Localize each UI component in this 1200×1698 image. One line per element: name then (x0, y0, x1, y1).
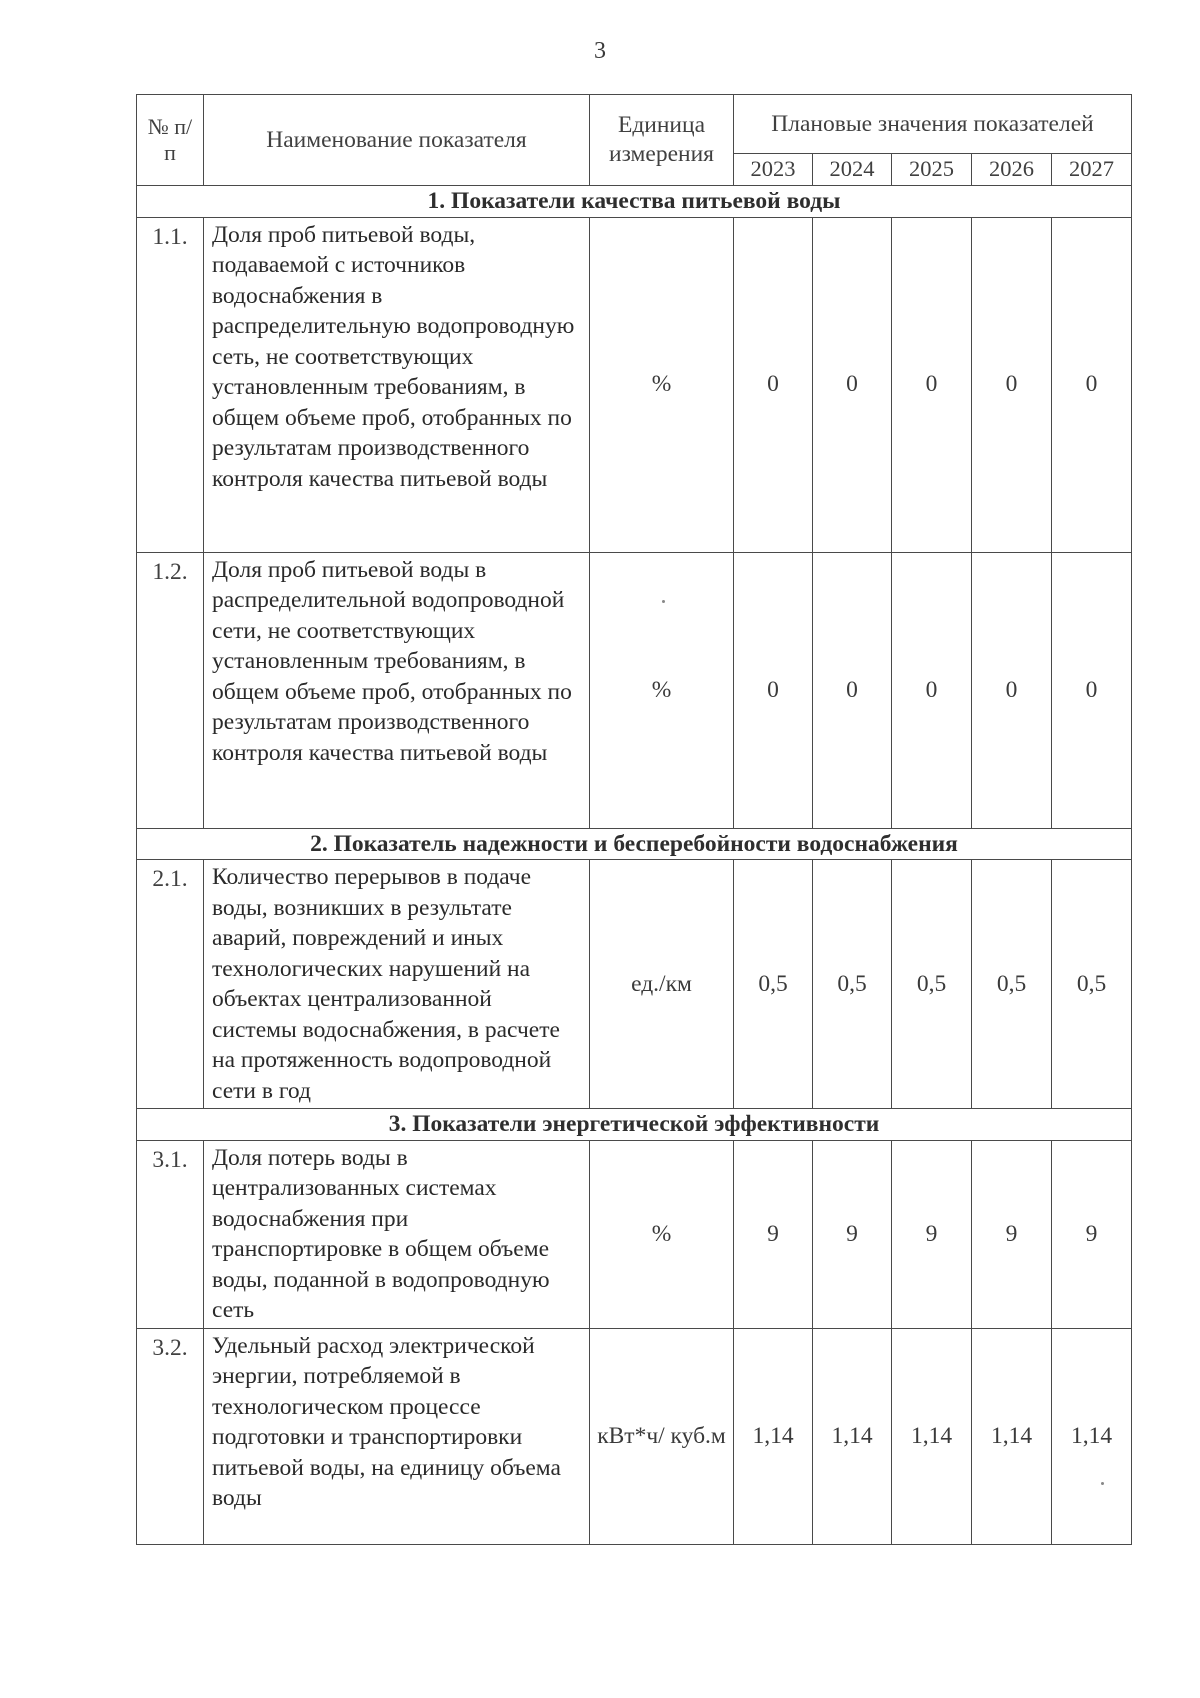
row-number: 1.2. (137, 552, 204, 828)
header-num: № п/п (137, 95, 204, 186)
value-cell: 0 (972, 552, 1052, 828)
row-number: 3.1. (137, 1140, 204, 1328)
unit-cell: кВт*ч/ куб.м (590, 1328, 734, 1544)
indicator-name: Количество перерывов в подаче воды, возникших в результате аварий, повреждений и иных технологических нарушений на объектах централизованной системы водоснабжения, в расчете на протяженность водопроводной сети в год (204, 860, 590, 1109)
indicator-name: Удельный расход электрической энергии, потребляемой в технологическом процессе подготовки и транспортировки питьевой воды, на единицу объема воды (204, 1328, 590, 1544)
section-row (137, 828, 1132, 860)
unit-cell: % (590, 552, 734, 828)
value-cell: 0 (892, 552, 972, 828)
value-cell: 9 (734, 1140, 813, 1328)
value-cell: 0 (813, 552, 892, 828)
section-row (137, 186, 1132, 218)
section-title: 1. Показатели качества питьевой воды (137, 186, 1132, 218)
value-cell: 0 (734, 552, 813, 828)
value-cell: 1,14 (1052, 1328, 1132, 1544)
value-cell: 9 (1052, 1140, 1132, 1328)
indicator-name: Доля проб питьевой воды, подаваемой с источников водоснабжения в распределительную водопроводную сеть, не соответствующих установленным требованиям, в общем объеме проб, отобранных по результатам производственного контроля качества питьевой воды (204, 217, 590, 552)
header-name: Наименование показателя (204, 95, 590, 186)
header-year: 2026 (972, 154, 1052, 186)
page-number: 3 (594, 38, 606, 64)
value-cell: 0,5 (734, 860, 813, 1109)
value-cell: 0 (813, 217, 892, 552)
header-plan: Плановые значения показателей (734, 95, 1132, 154)
indicators-table (136, 94, 1132, 1545)
indicator-name: Доля потерь воды в централизованных системах водоснабжения при транспортировке в общем объеме воды, поданной в водопроводную сеть (204, 1140, 590, 1328)
value-cell: 1,14 (892, 1328, 972, 1544)
value-cell: 0,5 (972, 860, 1052, 1109)
section-title: 2. Показатель надежности и бесперебойности водоснабжения (137, 828, 1132, 860)
header-unit: Единица измерения (590, 95, 734, 186)
unit-cell: % (590, 217, 734, 552)
value-cell: 0 (734, 217, 813, 552)
value-cell: 0 (1052, 217, 1132, 552)
value-cell: 0,5 (813, 860, 892, 1109)
table-row (137, 1140, 1132, 1328)
value-cell: 1,14 (734, 1328, 813, 1544)
row-number: 1.1. (137, 217, 204, 552)
scan-speck (1101, 1482, 1104, 1485)
table-row (137, 217, 1132, 552)
header-year: 2024 (813, 154, 892, 186)
header-year: 2023 (734, 154, 813, 186)
table-row (137, 552, 1132, 828)
unit-cell: % (590, 1140, 734, 1328)
value-cell: 9 (892, 1140, 972, 1328)
value-cell: 0,5 (1052, 860, 1132, 1109)
section-row (137, 1109, 1132, 1141)
scan-speck (662, 600, 665, 603)
value-cell: 9 (972, 1140, 1052, 1328)
value-cell: 1,14 (813, 1328, 892, 1544)
row-number: 3.2. (137, 1328, 204, 1544)
header-year: 2027 (1052, 154, 1132, 186)
indicator-name: Доля проб питьевой воды в распределительной водопроводной сети, не соответствующих установленным требованиям, в общем объеме проб, отобранных по результатам производственного контроля качества питьевой воды (204, 552, 590, 828)
header-year: 2025 (892, 154, 972, 186)
value-cell: 0 (972, 217, 1052, 552)
value-cell: 0 (892, 217, 972, 552)
table-row (137, 860, 1132, 1109)
unit-cell: ед./км (590, 860, 734, 1109)
value-cell: 0,5 (892, 860, 972, 1109)
section-title: 3. Показатели энергетической эффективности (137, 1109, 1132, 1141)
value-cell: 0 (1052, 552, 1132, 828)
header-row (137, 95, 1132, 154)
table-row (137, 1328, 1132, 1544)
value-cell: 9 (813, 1140, 892, 1328)
value-cell: 1,14 (972, 1328, 1052, 1544)
row-number: 2.1. (137, 860, 204, 1109)
